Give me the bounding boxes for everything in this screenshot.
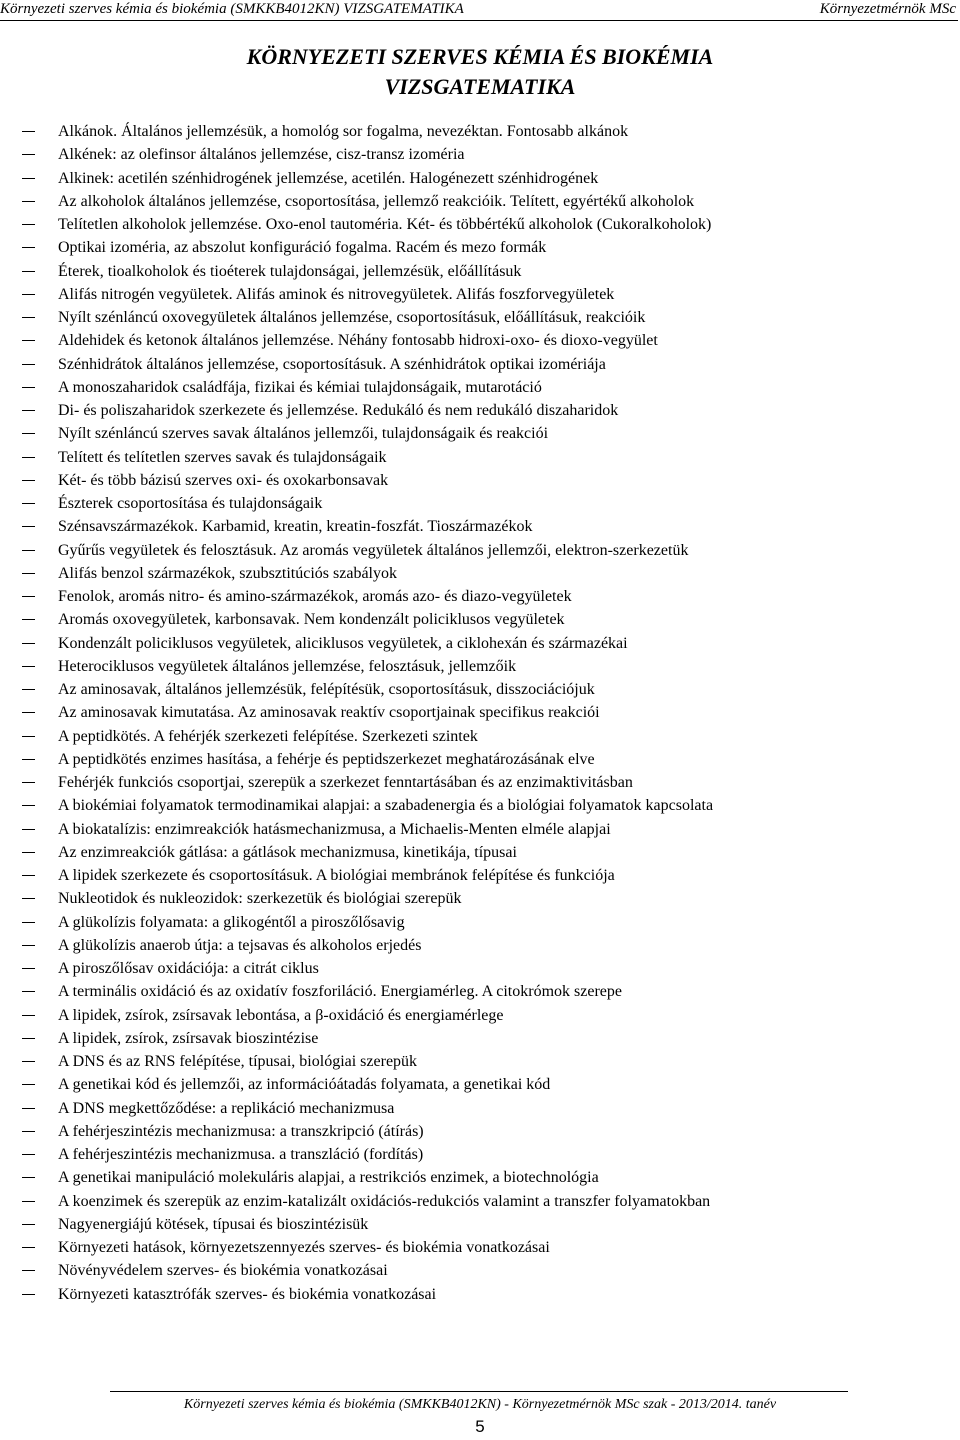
dash-bullet-icon <box>22 247 35 248</box>
topic-text: A piroszőlősav oxidációja: a citrát ciklus <box>58 960 319 977</box>
topic-item <box>22 1283 952 1306</box>
dash-bullet-icon <box>22 829 35 830</box>
dash-bullet-icon <box>22 526 35 527</box>
topic-item <box>22 329 952 352</box>
page-number: 5 <box>475 1417 485 1436</box>
dash-bullet-icon <box>22 387 35 388</box>
footer-text: Környezeti szerves kémia és biokémia (SMKKB4012KN) - Környezetmérnök MSc szak - 2013/2014. tanév <box>183 1397 777 1412</box>
topic-text: A koenzimek és szerepük az enzim-katalizált oxidációs-redukciós valamint a transzfer folyamatokban <box>58 1192 711 1210</box>
dash-bullet-icon <box>22 480 35 481</box>
dash-bullet-icon <box>22 805 35 806</box>
topic-list <box>22 120 952 1306</box>
topic-item <box>22 818 952 841</box>
topic-item <box>22 1143 952 1166</box>
topic-item <box>22 911 952 934</box>
topic-item <box>22 887 952 910</box>
topic-item <box>22 353 952 376</box>
topic-text: Alifás benzol származékok, szubsztitúciós szabályok <box>58 564 397 582</box>
topic-item <box>22 446 952 469</box>
dash-bullet-icon <box>22 550 35 551</box>
topic-text: Környezeti katasztrófák szerves- és biokémia vonatkozásai <box>58 1285 437 1303</box>
topic-item <box>22 399 952 422</box>
dash-bullet-icon <box>22 1294 35 1295</box>
dash-bullet-icon <box>22 968 35 969</box>
topic-item <box>22 632 952 655</box>
topic-text: Aldehidek és ketonok általános jellemzése. Néhány fontosabb hidroxi-oxo- és dioxo-vegyület <box>58 332 658 350</box>
topic-text: Nagyenergiájú kötések, típusai és bioszintézisük <box>58 1215 369 1233</box>
topic-text: A genetikai kód és jellemzői, az információátadás folyamata, a genetikai kód <box>58 1076 551 1094</box>
topic-text: Szénhidrátok általános jellemzése, csoportosításuk. A szénhidrátok optikai izomériája <box>58 355 606 373</box>
dash-bullet-icon <box>22 945 35 946</box>
dash-bullet-icon <box>22 294 35 295</box>
topic-text: Az aminosavak, általános jellemzésük, felépítésük, csoportosításuk, disszociációjuk <box>58 681 595 698</box>
dash-bullet-icon <box>22 736 35 737</box>
topic-text: A monoszaharidok családfája, fizikai és kémiai tulajdonságaik, mutarotáció <box>58 378 542 396</box>
topic-text: Szénsavszármazékok. Karbamid, kreatin, kreatin-foszfát. Tioszármazékok <box>58 518 533 536</box>
dash-bullet-icon <box>22 712 35 713</box>
dash-bullet-icon <box>22 410 35 411</box>
dash-bullet-icon <box>22 503 35 504</box>
topic-text: Gyűrűs vegyületek és felosztásuk. Az aromás vegyületek általános jellemzői, elektron-szerkezetük <box>58 541 689 559</box>
dash-bullet-icon <box>22 759 35 760</box>
dash-bullet-icon <box>22 1270 35 1271</box>
topic-text: Az aminosavak kimutatása. Az aminosavak reaktív csoportjainak specifikus reakciói <box>58 704 600 722</box>
dash-bullet-icon <box>22 1247 35 1248</box>
dash-bullet-icon <box>22 991 35 992</box>
dash-bullet-icon <box>22 154 35 155</box>
topic-item <box>22 283 952 306</box>
dash-bullet-icon <box>22 201 35 202</box>
dash-bullet-icon <box>22 922 35 923</box>
topic-text: Fehérjék funkciós csoportjai, szerepük a szerkezet fenntartásában és az enzimaktivitásban <box>58 774 633 791</box>
topic-text: Heterociklusos vegyületek általános jellemzése, felosztásuk, jellemzőik <box>58 657 517 675</box>
topic-text: Alkinek: acetilén szénhidrogének jellemzése, acetilén. Halogénezett szénhidrogének <box>58 169 599 187</box>
dash-bullet-icon <box>22 596 35 597</box>
topic-item <box>22 864 952 887</box>
topic-item <box>22 608 952 631</box>
topic-item <box>22 794 952 817</box>
header-program-name: Környezetmérnök MSc <box>819 1 956 17</box>
topic-text: Optikai izoméria, az abszolut konfiguráció fogalma. Racém és mezo formák <box>58 239 547 257</box>
dash-bullet-icon <box>22 178 35 179</box>
dash-bullet-icon <box>22 1224 35 1225</box>
dash-bullet-icon <box>22 643 35 644</box>
topic-text: A peptidkötés. A fehérjék szerkezeti felépítése. Szerkezeti szintek <box>58 727 478 745</box>
topic-text: Éterek, tioalkoholok és tioéterek tulajdonságai, jellemzésük, előállításuk <box>58 262 522 280</box>
topic-text: Fenolok, aromás nitro- és amino-származékok, aromás azo- és diazo-vegyületek <box>58 588 572 605</box>
topic-item <box>22 422 952 445</box>
dash-bullet-icon <box>22 875 35 876</box>
dash-bullet-icon <box>22 364 35 365</box>
dash-bullet-icon <box>22 317 35 318</box>
topic-item <box>22 934 952 957</box>
document-title-line-2: VIZSGATEMATIKA <box>384 74 576 99</box>
dash-bullet-icon <box>22 782 35 783</box>
topic-text: Növényvédelem szerves- és biokémia vonatkozásai <box>58 1262 388 1280</box>
topic-text: Alkánok. Általános jellemzésük, a homológ sor fogalma, nevezéktan. Fontosabb alkánok <box>58 123 629 140</box>
topic-text: Alkének: az olefinsor általános jellemzése, cisz-transz izoméria <box>58 146 465 164</box>
topic-item <box>22 1236 952 1259</box>
topic-item <box>22 701 952 724</box>
topic-item <box>22 841 952 864</box>
topic-item <box>22 1120 952 1143</box>
topic-text: A glükolízis anaerob útja: a tejsavas és alkoholos erjedés <box>58 936 422 954</box>
topic-text: Telített és telítetlen szerves savak és tulajdonságaik <box>58 448 387 466</box>
topic-item <box>22 260 952 283</box>
topic-item <box>22 236 952 259</box>
dash-bullet-icon <box>22 1108 35 1109</box>
dash-bullet-icon <box>22 1131 35 1132</box>
dash-bullet-icon <box>22 666 35 667</box>
topic-text: Az alkoholok általános jellemzése, csoportosítása, jellemző reakcióik. Telített, egyértékű alkoholok <box>58 192 695 210</box>
topic-text: Kondenzált policiklusos vegyületek, aliciklusos vegyületek, a ciklohexán és származékai <box>58 634 628 652</box>
topic-item <box>22 190 952 213</box>
dash-bullet-icon <box>22 573 35 574</box>
topic-text: A DNS és az RNS felépítése, típusai, biológiai szerepük <box>58 1053 418 1070</box>
topic-item <box>22 771 952 794</box>
topic-item <box>22 1073 952 1096</box>
topic-item <box>22 1004 952 1027</box>
topic-item <box>22 562 952 585</box>
topic-item <box>22 213 952 236</box>
dash-bullet-icon <box>22 852 35 853</box>
topic-text: A glükolízis folyamata: a glikogéntől a piroszőlősavig <box>58 913 405 931</box>
topic-text: Alifás nitrogén vegyületek. Alifás aminok és nitrovegyületek. Alifás foszforvegyületek <box>58 285 615 303</box>
topic-text: Két- és több bázisú szerves oxi- és oxokarbonsavak <box>58 471 389 489</box>
topic-item <box>22 376 952 399</box>
header-divider <box>0 20 958 21</box>
topic-item <box>22 655 952 678</box>
topic-item <box>22 725 952 748</box>
topic-text: A fehérjeszintézis mechanizmusa. a transzláció (fordítás) <box>58 1146 424 1163</box>
topic-item <box>22 1213 952 1236</box>
topic-text: A lipidek, zsírok, zsírsavak lebontása, a β-oxidáció és energiamérlege <box>58 1006 504 1024</box>
topic-text: Környezeti hatások, környezetszennyezés szerves- és biokémia vonatkozásai <box>58 1239 550 1256</box>
topic-text: A fehérjeszintézis mechanizmusa: a transzkripció (átírás) <box>58 1122 424 1140</box>
dash-bullet-icon <box>22 224 35 225</box>
topic-text: A biokatalízis: enzimreakciók hatásmechanizmusa, a Michaelis-Menten elméle alapjai <box>58 820 611 838</box>
dash-bullet-icon <box>22 1177 35 1178</box>
topic-text: Észterek csoportosítása és tulajdonságaik <box>58 495 323 512</box>
dash-bullet-icon <box>22 457 35 458</box>
topic-text: Nukleotidok és nukleozidok: szerkezetük és biológiai szerepük <box>58 890 462 908</box>
topic-item <box>22 1050 952 1073</box>
header-course-title: Környezeti szerves kémia és biokémia (SMKKB4012KN) VIZSGATEMATIKA <box>0 1 464 17</box>
dash-bullet-icon <box>22 340 35 341</box>
topic-item <box>22 120 952 143</box>
topic-item <box>22 1097 952 1120</box>
dash-bullet-icon <box>22 1061 35 1062</box>
topic-item <box>22 515 952 538</box>
dash-bullet-icon <box>22 689 35 690</box>
topic-item <box>22 167 952 190</box>
dash-bullet-icon <box>22 898 35 899</box>
topic-item <box>22 957 952 980</box>
topic-text: A DNS megkettőződése: a replikáció mechanizmusa <box>58 1099 395 1117</box>
dash-bullet-icon <box>22 1154 35 1155</box>
topic-item <box>22 306 952 329</box>
document-title <box>0 42 960 102</box>
topic-text: Az enzimreakciók gátlása: a gátlások mechanizmusa, kinetikája, típusai <box>58 843 517 861</box>
topic-item <box>22 492 952 515</box>
document-title-line-1: KÖRNYEZETI SZERVES KÉMIA ÉS BIOKÉMIA <box>246 44 714 69</box>
topic-item <box>22 1027 952 1050</box>
topic-item <box>22 539 952 562</box>
topic-item <box>22 1259 952 1282</box>
topic-text: Nyílt szénláncú szerves savak általános jellemzői, tulajdonságaik és reakciói <box>58 425 549 443</box>
topic-item <box>22 678 952 701</box>
topic-text: A biokémiai folyamatok termodinamikai alapjai: a szabadenergia és a biológiai folyamatok kapcsolata <box>58 797 714 815</box>
topic-item <box>22 469 952 492</box>
topic-text: Di- és poliszaharidok szerkezete és jellemzése. Redukáló és nem redukáló diszaharidok <box>58 402 619 419</box>
dash-bullet-icon <box>22 1201 35 1202</box>
topic-item <box>22 585 952 608</box>
topic-text: Aromás oxovegyületek, karbonsavak. Nem kondenzált policiklusos vegyületek <box>58 611 565 629</box>
footer-divider <box>110 1391 848 1392</box>
dash-bullet-icon <box>22 1084 35 1085</box>
topic-text: A terminális oxidáció és az oxidatív foszforiláció. Energiamérleg. A citokrómok szerepe <box>58 983 622 1001</box>
dash-bullet-icon <box>22 271 35 272</box>
topic-text: A lipidek szerkezete és csoportosításuk. A biológiai membránok felépítése és funkciója <box>58 867 615 884</box>
topic-item <box>22 980 952 1003</box>
topic-text: Nyílt szénláncú oxovegyületek általános jellemzése, csoportosításuk, előállításuk, reakcióik <box>58 309 646 326</box>
topic-item <box>22 1190 952 1213</box>
topic-text: A genetikai manipuláció molekuláris alapjai, a restrikciós enzimek, a biotechnológia <box>58 1169 599 1187</box>
topic-item <box>22 748 952 771</box>
dash-bullet-icon <box>22 433 35 434</box>
dash-bullet-icon <box>22 1038 35 1039</box>
topic-text: A lipidek, zsírok, zsírsavak bioszintézise <box>58 1029 319 1047</box>
dash-bullet-icon <box>22 619 35 620</box>
running-header <box>0 0 960 20</box>
topic-text: Telítetlen alkoholok jellemzése. Oxo-enol tautoméria. Két- és többértékű alkoholok (Cukoralkoholok) <box>58 216 712 233</box>
topic-item <box>22 143 952 166</box>
topic-text: A peptidkötés enzimes hasítása, a fehérje és peptidszerkezet meghatározásának elve <box>58 750 595 768</box>
topic-item <box>22 1166 952 1189</box>
dash-bullet-icon <box>22 1015 35 1016</box>
dash-bullet-icon <box>22 131 35 132</box>
